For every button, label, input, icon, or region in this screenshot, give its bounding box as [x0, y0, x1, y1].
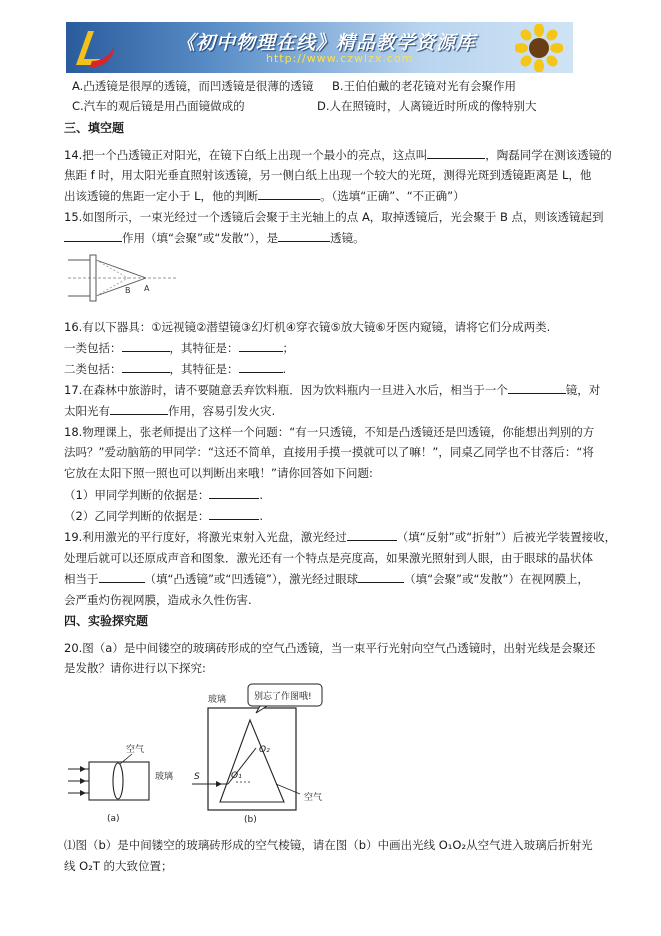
option-a: A.凸透镜是很厚的透镜，而凹透镜是很薄的透镜: [72, 79, 314, 93]
q19-text-1b: （填“反射”或“折射”）后被光学装置接收，: [396, 530, 617, 544]
glass-label-a: 玻璃: [155, 772, 174, 782]
refracted-ray-top: [96, 260, 146, 278]
air-label-a: 空气: [126, 745, 145, 755]
q16-blank-4[interactable]: [239, 358, 283, 373]
q18-line-3: 它放在太阳下照一照也可以判断出来哦！”请你回答如下问题:: [64, 466, 373, 480]
q16-line-2: [64, 337, 294, 359]
q16-feature1-label: ，其特征是：: [169, 341, 239, 355]
q19-blank-1[interactable]: [347, 526, 397, 541]
figure-b: [192, 684, 322, 825]
air-label-b: 空气: [304, 793, 323, 803]
ray-a-arrow-1: [80, 766, 86, 772]
q16-blank-2[interactable]: [239, 337, 283, 352]
q15-text-2b: 透镜。: [330, 231, 365, 245]
q20-line-1: 20.图（a）是中间镂空的玻璃砖形成的空气凸透镜，当一束平行光射向空气凸透镜时，出射光线是会聚还: [64, 641, 596, 655]
figure-a: [68, 743, 173, 824]
q15-blank-2[interactable]: [278, 227, 330, 242]
q15-line-1: 15.如图所示，一束光经过一个透镜后会聚于主光轴上的点 A，取掉透镜后，光会聚于 B 点，则该透镜起到: [64, 210, 604, 224]
q16-punct-2: .: [282, 362, 287, 376]
q15-line-2: [64, 227, 365, 249]
ray-a-arrow-2: [80, 778, 86, 784]
q14-blank-2[interactable]: [258, 185, 320, 200]
air-lens: [113, 763, 123, 799]
q18-blank-2[interactable]: [209, 505, 259, 520]
q15-lens-diagram: [68, 252, 178, 304]
point-b-label: B: [125, 286, 131, 295]
q14-blank-1[interactable]: [427, 144, 485, 159]
q18-sub-1: [64, 484, 263, 506]
original-ray-bottom: [96, 278, 128, 296]
q20-figure: [60, 680, 328, 828]
figure-b-label: (b): [244, 815, 257, 825]
q17-blank-2[interactable]: [110, 400, 168, 415]
q17-line-1: [64, 379, 600, 401]
figure-a-label: (a): [107, 814, 120, 824]
q17-line-2: [64, 400, 275, 422]
q14-text-1a: 14.把一个凸透镜正对阳光，在镜下白纸上出现一个最小的亮点，这点叫: [64, 148, 428, 162]
q18-sub-1-text: （1）甲同学判断的依据是：: [64, 488, 210, 502]
q16-class2-label: 二类包括：: [64, 362, 122, 376]
q19-blank-3[interactable]: [358, 568, 404, 583]
q19-text-3b: （填“凸透镜”或“凹透镜”），激光经过眼球: [144, 572, 359, 586]
q19-line-4: 会严重灼伤视网膜，造成永久性伤害.: [64, 593, 252, 607]
q19-blank-2[interactable]: [99, 568, 145, 583]
point-a-label: A: [144, 284, 150, 293]
section-title-fill-in: 三、填空题: [64, 121, 125, 135]
q20-sub-line-1: ⑴图（b）是中间镂空的玻璃砖形成的空气棱镜，请在图（b）中画出光线 O₁O₂从空气进入玻璃后折射光: [64, 838, 593, 852]
q18-sub-2-end: .: [259, 509, 263, 523]
q17-text-1a: 17.在森林中旅游时，请不要随意丢弃饮料瓶．因为饮料瓶内一旦进入水后，相当于一个: [64, 383, 508, 397]
reminder-text: 别忘了作图哦!: [254, 692, 312, 702]
q18-blank-1[interactable]: [209, 484, 259, 499]
q18-sub-1-end: .: [259, 488, 263, 502]
q14-text-3a: 出该透镜的焦距一定小于 L，他的判断: [64, 189, 259, 203]
q19-line-1: [64, 526, 616, 548]
q19-text-1a: 19.利用激光的平行度好，将激光束射入光盘，激光经过: [64, 530, 347, 544]
q14-line-3: [64, 185, 465, 207]
q16-class1-label: 一类包括：: [64, 341, 122, 355]
q16-feature2-label: ，其特征是：: [169, 362, 239, 376]
q16-line-3: [64, 358, 286, 380]
option-d: D.人在照镜时，人离镜近时所成的像特别大: [317, 99, 537, 113]
q14-text-3b: 。（选填“正确”、“不正确”）: [320, 189, 465, 203]
q14-text-1b: ，陶磊同学在测该透镜的: [485, 148, 612, 162]
q17-blank-1[interactable]: [508, 379, 566, 394]
sunflower-icon: [515, 24, 563, 72]
original-ray-top: [96, 260, 128, 278]
option-b: B.王伯伯戴的老花镜对光有会聚作用: [332, 79, 517, 93]
q20-line-2: 是发散？请你进行以下探究:: [64, 661, 206, 675]
point-o2-label: O₂: [259, 745, 270, 755]
q18-line-2: 法吗？”爱动脑筋的甲同学：“这还不简单，直接用手摸一摸就可以了嘛！”，同桌乙同学也不甘落后：“将: [64, 445, 594, 459]
site-logo-icon: [70, 25, 122, 70]
q18-sub-2: [64, 505, 263, 527]
section-title-experiment: 四、实验探究题: [64, 614, 149, 628]
glass-label-b: 玻璃: [208, 695, 227, 705]
point-s-label: S: [194, 772, 200, 782]
q14-line-2: 焦距 f 时，用太阳光垂直照射该透镜，另一侧白纸上出现一个较大的光斑，测得光斑到透镜距离是 L，他: [64, 168, 592, 182]
q19-line-3: [64, 568, 589, 590]
banner-url[interactable]: http://www.czwlzx.com: [266, 52, 414, 65]
header-banner: [66, 22, 573, 73]
point-o1-label: O₁: [231, 771, 242, 781]
q16-line-1: 16.有以下器具：①远视镜②潜望镜③幻灯机④穿衣镜⑤放大镜⑥牙医内窥镜，请将它们分成两类.: [64, 320, 551, 334]
q16-blank-3[interactable]: [122, 358, 170, 373]
q14-line-1: [64, 144, 612, 166]
q19-text-3c: （填“会聚”或“发散”）在视网膜上，: [404, 572, 589, 586]
q16-blank-1[interactable]: [122, 337, 170, 352]
q15-blank-1[interactable]: [64, 227, 122, 242]
option-c: C.汽车的观后镜是用凸面镜做成的: [72, 99, 245, 113]
q18-line-1: 18.物理课上，张老师提出了这样一个问题：“有一只透镜，不知是凸透镜还是凹透镜，你能想出判别的方: [64, 425, 595, 439]
q20-sub-line-2: 线 O₂T 的大致位置；: [64, 859, 173, 873]
q19-line-2: 处理后就可以还原成声音和图象．激光还有一个特点是亮度高，如果激光照射到人眼，由于眼球的晶状体: [64, 551, 593, 565]
q16-punct-1: ；: [282, 341, 294, 355]
q15-text-2a: 作用（填“会聚”或“发散”），是: [122, 231, 279, 245]
q17-text-2b: 作用，容易引发火灾.: [168, 404, 276, 418]
q18-sub-2-text: （2）乙同学判断的依据是：: [64, 509, 210, 523]
q17-text-2a: 太阳光有: [64, 404, 110, 418]
refracted-ray-bottom: [96, 278, 146, 296]
banner-title: 《初中物理在线》精品教学资源库: [176, 32, 477, 54]
q19-text-3a: 相当于: [64, 572, 99, 586]
ray-a-arrow-3: [80, 790, 86, 796]
q17-text-1b: 镜，对: [565, 383, 601, 397]
